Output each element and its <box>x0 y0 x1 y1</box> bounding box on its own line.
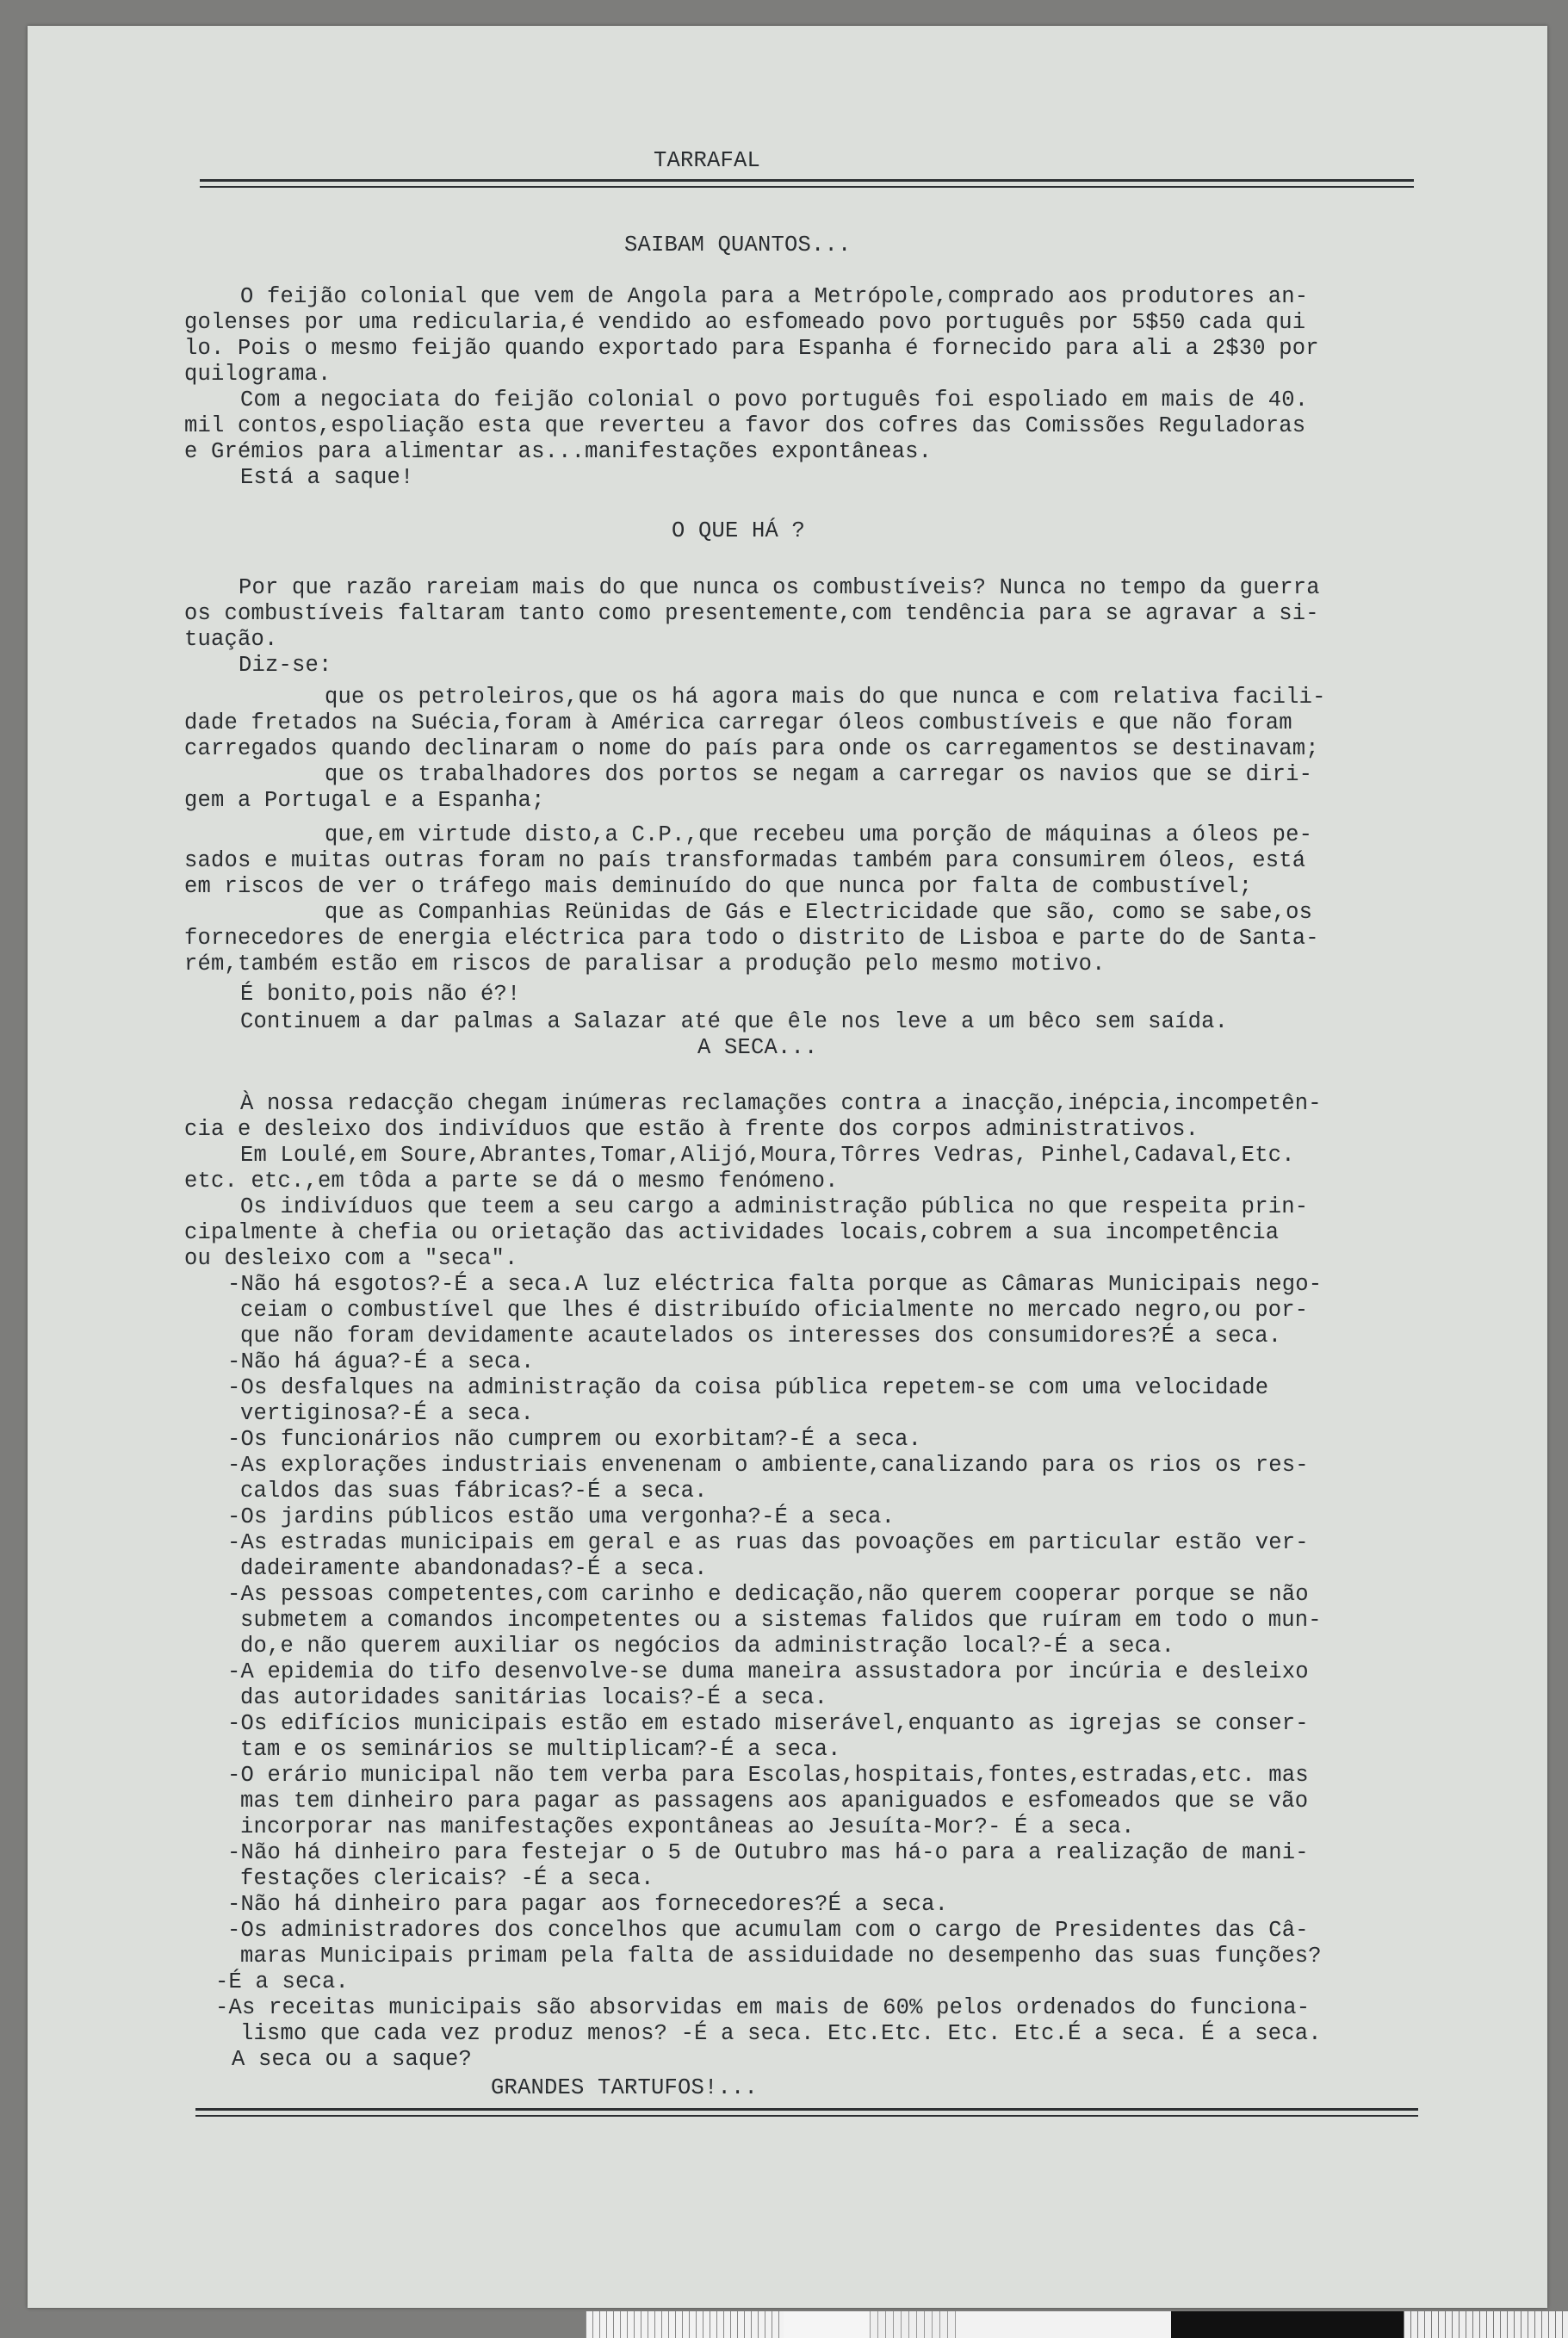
list-item: -Não há dinheiro para festejar o 5 de Outubro mas há-o para a realização de mani- <box>227 1840 1309 1865</box>
list-item: dadeiramente abandonadas?-É a seca. <box>240 1556 708 1581</box>
list-item: -Os desfalques na administração da coisa pública repetem-se com uma velocidade <box>227 1375 1269 1400</box>
list-item: tam e os seminários se multiplicam?-É a seca. <box>240 1737 841 1762</box>
paragraph-line: golenses por uma redicularia,é vendido ao esfomeado povo português por 5$50 cada qui <box>184 310 1306 335</box>
list-item: -As pessoas competentes,com carinho e dedicação,não querem cooperar porque se não <box>227 1582 1309 1607</box>
paragraph-line: lo. Pois o mesmo feijão quando exportado para Espanha é fornecido para ali a 2$30 por <box>184 336 1319 361</box>
paragraph-line: À nossa redacção chegam inúmeras reclamações contra a inacção,inépcia,incompetên- <box>240 1091 1322 1116</box>
scale-white-block <box>784 2311 870 2338</box>
section-heading: A SECA... <box>697 1035 818 1060</box>
scale-black-block <box>1171 2311 1404 2338</box>
paragraph-line: que as Companhias Reünidas de Gás e Electricidade que são, como se sabe,os <box>325 900 1313 925</box>
scale-ticks <box>586 2311 784 2338</box>
paragraph-line: cipalmente à chefia ou orietação das actividades locais,cobrem a sua incompetência <box>184 1220 1280 1245</box>
list-item: -As explorações industriais envenenam o ambiente,canalizando para os rios os res- <box>227 1453 1309 1478</box>
closing-line: GRANDES TARTUFOS!... <box>491 2075 759 2100</box>
footer-rule-bottom <box>195 2115 1418 2117</box>
list-item: vertiginosa?-É a seca. <box>240 1401 535 1426</box>
paragraph-line: que os petroleiros,que os há agora mais do que nunca e com relativa facili- <box>325 685 1326 710</box>
paragraph-line: cia e desleixo dos indivíduos que estão à frente dos corpos administrativos. <box>184 1117 1199 1142</box>
list-item: -Os edifícios municipais estão em estado miserável,enquanto as igrejas se conser- <box>227 1711 1309 1736</box>
list-item: -Não há dinheiro para pagar aos fornecedores?É a seca. <box>227 1892 949 1917</box>
list-item: festações clericais? -É a seca. <box>240 1866 654 1891</box>
paragraph-line: rém,também estão em riscos de paralisar a produção pelo mesmo motivo. <box>184 952 1106 977</box>
list-item: incorporar nas manifestações expontâneas ao Jesuíta-Mor?- É a seca. <box>240 1814 1135 1839</box>
list-item: mas tem dinheiro para pagar as passagens aos apaniguados e esfomeados que se vão <box>240 1789 1309 1814</box>
list-item: lismo que cada vez produz menos? -É a seca. Etc.Etc. Etc. Etc.É a seca. É a seca. <box>240 2021 1322 2046</box>
paragraph-line: quilograma. <box>184 362 332 387</box>
paragraph-line: Por que razão rareiam mais do que nunca os combustíveis? Nunca no tempo da guerra <box>239 575 1320 600</box>
scale-white-block <box>956 2311 1171 2338</box>
list-item: ceiam o combustível que lhes é distribuído oficialmente no mercado negro,ou por- <box>240 1298 1309 1323</box>
list-item: -As receitas municipais são absorvidas em mais de 60% pelos ordenados do funciona- <box>215 1995 1311 2020</box>
list-item: -Os jardins públicos estão uma vergonha?-É a seca. <box>227 1504 896 1529</box>
typewritten-sheet <box>28 26 1547 2308</box>
list-item: -Não há água?-É a seca. <box>227 1349 535 1374</box>
scale-ticks <box>870 2311 956 2338</box>
list-item: submetem a comandos incompetentes ou a sistemas falidos que ruíram em todo o mun- <box>240 1608 1322 1633</box>
paragraph-line: carregados quando declinaram o nome do país para onde os carregamentos se destinavam; <box>184 736 1319 761</box>
paragraph-line: mil contos,espoliação esta que reverteu a favor dos cofres das Comissões Reguladoras <box>184 413 1306 438</box>
paragraph-line: Com a negociata do feijão colonial o povo português foi espoliado em mais de 40. <box>240 388 1309 412</box>
paragraph-line: dade fretados na Suécia,foram à América carregar óleos combustíveis e que não foram <box>184 710 1292 735</box>
paragraph-line: Diz-se: <box>239 653 332 678</box>
list-item: -É a seca. <box>215 1969 350 1994</box>
paragraph-line: O feijão colonial que vem de Angola para a Metrópole,comprado aos produtores an- <box>240 284 1309 309</box>
title-rule-bottom <box>200 186 1414 188</box>
paragraph-line: Está a saque! <box>240 465 414 490</box>
list-item: -As estradas municipais em geral e as ruas das povoações em particular estão ver- <box>227 1530 1309 1555</box>
list-item: caldos das suas fábricas?-É a seca. <box>240 1479 708 1504</box>
paragraph-line: em riscos de ver o tráfego mais deminuído do que nunca por falta de combustível; <box>184 874 1253 899</box>
paragraph-line: tuação. <box>184 627 278 652</box>
paragraph-line: sados e muitas outras foram no país transformadas também para consumirem óleos, está <box>184 848 1306 873</box>
paragraph-line: etc. etc.,em tôda a parte se dá o mesmo fenómeno. <box>184 1169 839 1194</box>
list-item: das autoridades sanitárias locais?-É a seca. <box>240 1685 828 1710</box>
list-item: -Não há esgotos?-É a seca.A luz eléctrica falta porque as Câmaras Municipais nego- <box>227 1272 1323 1297</box>
paragraph-line: que os trabalhadores dos portos se negam a carregar os navios que se diri- <box>325 762 1313 787</box>
footer-rule-top <box>195 2108 1418 2111</box>
list-item: maras Municipais primam pela falta de assiduidade no desempenho das suas funções? <box>240 1944 1322 1969</box>
list-item: -Os administradores dos concelhos que acumulam com o cargo de Presidentes das Câ- <box>227 1918 1309 1943</box>
list-item: A seca ou a saque? <box>232 2047 473 2072</box>
section-heading: O QUE HÁ ? <box>672 518 806 543</box>
paragraph-line: Os indivíduos que teem a seu cargo a administração pública no que respeita prin- <box>240 1194 1309 1219</box>
scan-scale-bar <box>586 2311 1568 2338</box>
list-item: -Os funcionários não cumprem ou exorbitam?-É a seca. <box>227 1427 922 1452</box>
paragraph-line: fornecedores de energia eléctrica para todo o distrito de Lisboa e parte do de Santa- <box>184 926 1319 951</box>
paragraph-line: É bonito,pois não é?! <box>240 982 521 1007</box>
list-item: que não foram devidamente acautelados os interesses dos consumidores?É a seca. <box>240 1324 1282 1349</box>
list-item: -O erário municipal não tem verba para Escolas,hospitais,fontes,estradas,etc. mas <box>227 1763 1309 1788</box>
section-heading: SAIBAM QUANTOS... <box>624 233 852 257</box>
page-title: TARRAFAL <box>654 148 761 173</box>
paragraph-line: os combustíveis faltaram tanto como presentemente,com tendência para se agravar a si- <box>184 601 1319 626</box>
paragraph-line: Em Loulé,em Soure,Abrantes,Tomar,Alijó,Moura,Tôrres Vedras, Pinhel,Cadaval,Etc. <box>240 1143 1295 1168</box>
list-item: do,e não querem auxiliar os negócios da administração local?-É a seca. <box>240 1634 1175 1659</box>
scale-ticks <box>1404 2311 1568 2338</box>
paragraph-line: e Grémios para alimentar as...manifestações expontâneas. <box>184 439 933 464</box>
paragraph-line: gem a Portugal e a Espanha; <box>184 788 545 813</box>
paragraph-line: que,em virtude disto,a C.P.,que recebeu uma porção de máquinas a óleos pe- <box>325 822 1313 847</box>
paragraph-line: Continuem a dar palmas a Salazar até que êle nos leve a um bêco sem saída. <box>240 1009 1229 1034</box>
paragraph-line: ou desleixo com a "seca". <box>184 1246 518 1271</box>
title-rule-top <box>200 179 1414 182</box>
list-item: -A epidemia do tifo desenvolve-se duma maneira assustadora por incúria e desleixo <box>227 1659 1309 1684</box>
